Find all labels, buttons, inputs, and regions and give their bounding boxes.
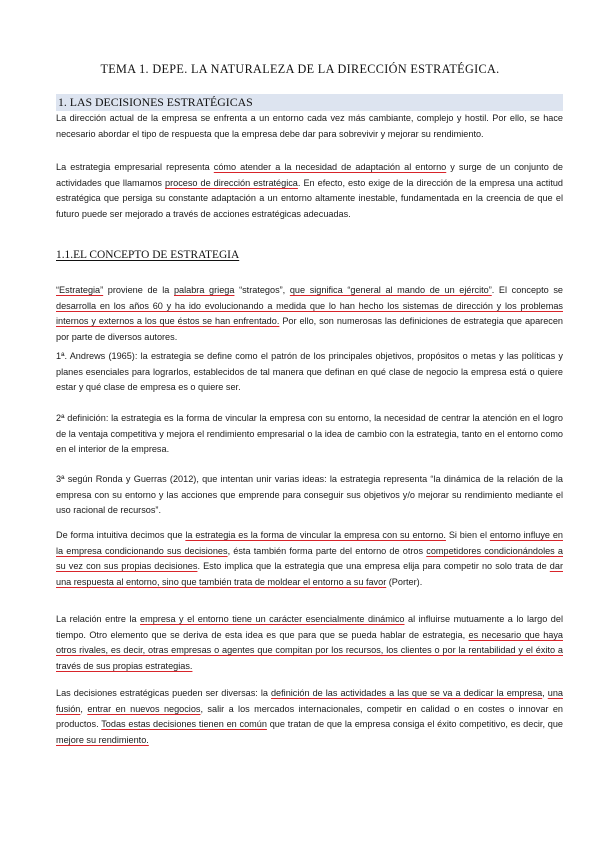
paragraph-tercera-definicion: 3ª según Ronda y Guerras (2012), que intentan unir varias ideas: la estrategia representa “la dinámica de la relación de la empresa con su entorno y las acciones que emprende para conseguir sus objetivos y/o mejorar su rendimiento mediante el uso racional de recursos”. [56, 474, 563, 515]
paragraph-relacion-entorno: La relación entre la empresa y el entorno tiene un carácter esencialmente dinámico al influirse mutuamente a lo largo del tiempo. Otro elemento que se deriva de esta idea es que para que se pueda hablar de estrategia, es necesario que haya otros rivales, es decir, otras empresas o agentes que compitan por los recursos, los clientes o por la rentabilidad y el éxito a través de sus propias estrategias. [56, 614, 563, 671]
paragraph-intro: La dirección actual de la empresa se enfrenta a un entorno cada vez más cambiante, complejo y hostil. Por ello, se hace necesario abordar el tipo de respuesta que la empresa debe dar para sobrevivir y mejorar su rendimiento. [56, 113, 563, 139]
paragraph-decisiones-estrategicas: Las decisiones estratégicas pueden ser diversas: la definición de las actividades a las que se va a dedicar la empresa, una fusión, entrar en nuevos negocios, salir a los mercados internacionales, competir en calidad o en costes o innovar en productos. Todas estas decisiones tienen en común que tratan de que la empresa consiga el éxito competitivo, es decir, que mejore su rendimiento. [56, 688, 564, 745]
paragraph-definicion-andrews: 1ª. Andrews (1965): la estrategia se define como el patrón de los principales objetivos, propósitos o metas y las políticas y planes esenciales para lograrlos, establecidos de tal manera que definan en qué clase de negocio la empresa está o quiere estar y qué clase de empresa es o quiere ser. [56, 351, 563, 392]
paragraph-origen-estrategia: “Estrategia” proviene de la palabra griega “strategos”, que significa “general al mando de un ejército”. El concepto se desarrolla en los años 60 y ha ido evolucionando a medida que lo han hecho los sistemas de dirección y los problemas internos y externos a los que éstos se han enfrentado. Por ello, son numerosas las definiciones de estrategia que aparecen por parte de diversos autores. [56, 285, 564, 342]
section-heading: 1. LAS DECISIONES ESTRATÉGICAS [56, 94, 563, 111]
subsection-heading: 1.1.EL CONCEPTO DE ESTRATEGIA [56, 249, 240, 261]
paragraph-forma-intuitiva: De forma intuitiva decimos que la estrategia es la forma de vincular la empresa con su entorno. Si bien el entorno influye en la empresa condicionando sus decisiones, ésta también forma parte del entorno de otros competidores condicionándoles a su vez con sus propias decisiones. Esto implica que la estrategia que una empresa elija para competir no solo trata de dar una respuesta al entorno, sino que también trata de moldear el entorno a su favor (Porter). [56, 530, 564, 587]
paragraph-segunda-definicion: 2ª definición: la estrategia es la forma de vincular la empresa con su entorno, la necesidad de centrar la atención en el logro de la ventaja competitiva y mejora el rendimiento empresarial o la idea de cambio con la estrategia, tanto en el entorno como en el interior de la empresa. [56, 413, 563, 454]
document-title: TEMA 1. DEPE. LA NATURALEZA DE LA DIRECCIÓN ESTRATÉGICA. [100, 62, 500, 76]
paragraph-estrategia-empresarial: La estrategia empresarial representa cómo atender a la necesidad de adaptación al entorno y surge de un conjunto de actividades que llamamos proceso de dirección estratégica. En efecto, esto exige de la dirección de la empresa una actitud estratégica que persiga su constante adaptación a un entorno altamente inestable, fundamentada en la creencia de que el futuro puede ser mejorado a través de acciones estratégicas adecuadas. [56, 162, 563, 219]
